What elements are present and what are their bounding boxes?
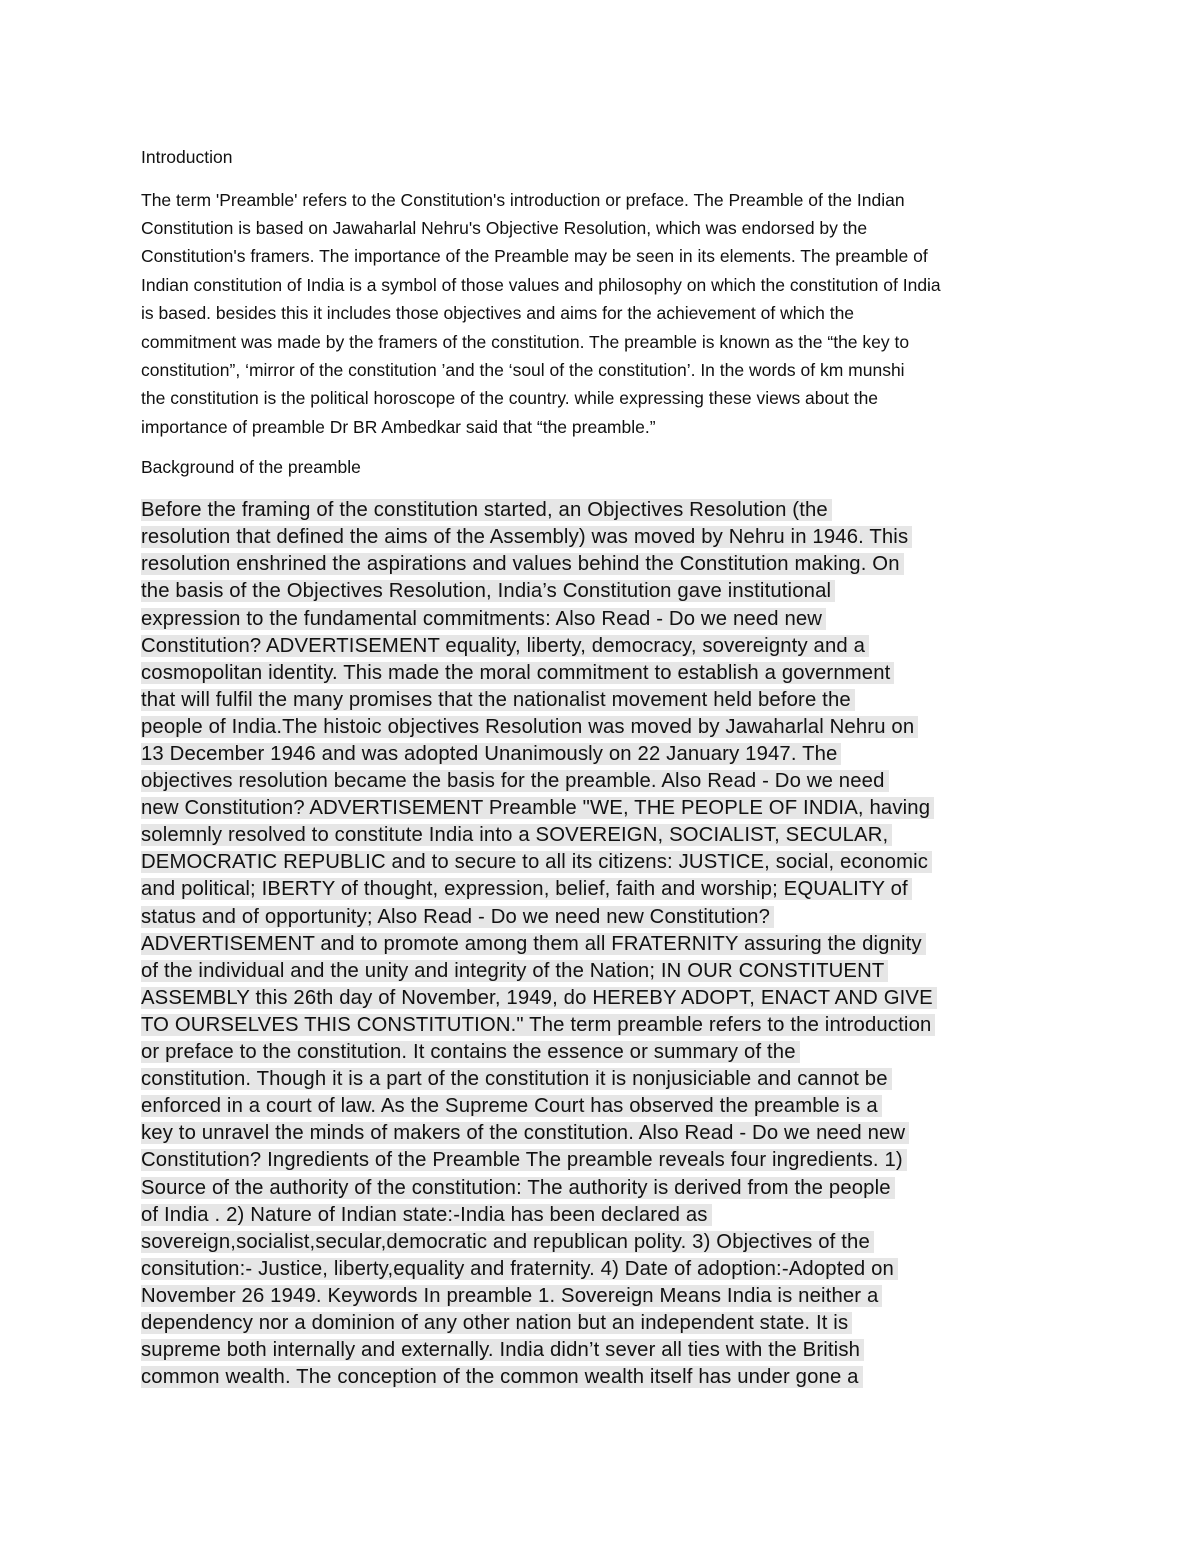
highlighted-line [141, 1364, 1066, 1391]
highlighted-text: ASSEMBLY this 26th day of November, 1949, do HEREBY ADOPT, ENACT AND GIVE [141, 987, 937, 1009]
highlighted-text: or preface to the constitution. It contains the essence or summary of the [141, 1041, 800, 1063]
highlighted-line [141, 1147, 1066, 1174]
section-heading-introduction: Introduction [141, 147, 233, 167]
highlighted-text: cosmopolitan identity. This made the moral commitment to establish a government [141, 662, 894, 684]
highlighted-text: 13 December 1946 and was adopted Unanimously on 22 January 1947. The [141, 743, 841, 765]
highlighted-line [141, 1256, 1066, 1283]
paragraph-line: importance of preamble Dr BR Ambedkar said that “the preamble.” [141, 416, 656, 437]
paragraph-line: The term 'Preamble' refers to the Constitution's introduction or preface. The Preamble of the Indian [141, 189, 905, 210]
highlighted-line [141, 524, 1066, 551]
highlighted-line [141, 768, 1066, 795]
highlighted-line [141, 985, 1066, 1012]
highlighted-text: objectives resolution became the basis for the preamble. Also Read - Do we need [141, 770, 889, 792]
highlighted-text: constitution. Though it is a part of the constitution it is nonjusiciable and cannot be [141, 1068, 892, 1090]
highlighted-line [141, 1066, 1066, 1093]
highlighted-text: solemnly resolved to constitute India into a SOVEREIGN, SOCIALIST, SECULAR, [141, 824, 892, 846]
highlighted-line [141, 1337, 1066, 1364]
highlighted-text: key to unravel the minds of makers of the constitution. Also Read - Do we need new [141, 1122, 909, 1144]
highlighted-text: resolution that defined the aims of the Assembly) was moved by Nehru in 1946. This [141, 526, 912, 548]
highlighted-line [141, 931, 1066, 958]
paragraph-line: the constitution is the political horoscope of the country. while expressing these views about the [141, 388, 879, 409]
highlighted-line [141, 795, 1066, 822]
highlighted-line [141, 904, 1066, 931]
document-body [141, 143, 1066, 1391]
highlighted-text: consitution:- Justice, liberty,equality and fraternity. 4) Date of adoption:-Adopted on [141, 1258, 898, 1280]
introduction-paragraph [141, 186, 1066, 442]
highlighted-line [141, 822, 1066, 849]
highlighted-text: ADVERTISEMENT and to promote among them all FRATERNITY assuring the dignity [141, 933, 926, 955]
highlighted-line [141, 606, 1066, 633]
highlighted-text: Before the framing of the constitution started, an Objectives Resolution (the [141, 499, 832, 521]
highlighted-text: of the individual and the unity and integrity of the Nation; IN OUR CONSTITUENT [141, 960, 888, 982]
highlighted-text: expression to the fundamental commitments: Also Read - Do we need new [141, 608, 826, 630]
highlighted-line [141, 497, 1066, 524]
highlighted-line [141, 1120, 1066, 1147]
highlighted-text: common wealth. The conception of the common wealth itself has under gone a [141, 1366, 863, 1388]
highlighted-text: dependency nor a dominion of any other nation but an independent state. It is [141, 1312, 852, 1334]
highlighted-line [141, 1229, 1066, 1256]
highlighted-line [141, 714, 1066, 741]
highlighted-line [141, 633, 1066, 660]
highlighted-text: people of India.The histoic objectives Resolution was moved by Jawaharlal Nehru on [141, 716, 918, 738]
highlighted-text: enforced in a court of law. As the Supreme Court has observed the preamble is a [141, 1095, 882, 1117]
highlighted-line [141, 1283, 1066, 1310]
highlighted-line [141, 741, 1066, 768]
highlighted-line [141, 1093, 1066, 1120]
highlighted-text: of India . 2) Nature of Indian state:-India has been declared as [141, 1204, 712, 1226]
highlighted-text: sovereign,socialist,secular,democratic and republican polity. 3) Objectives of the [141, 1231, 874, 1253]
highlighted-text: supreme both internally and externally. India didn’t sever all ties with the British [141, 1339, 864, 1361]
paragraph-line: Indian constitution of India is a symbol of those values and philosophy on which the constitution of India [141, 274, 941, 295]
highlighted-line [141, 876, 1066, 903]
highlighted-line [141, 958, 1066, 985]
highlighted-line [141, 1012, 1066, 1039]
highlighted-line [141, 687, 1066, 714]
paragraph-line: is based. besides this it includes those objectives and aims for the achievement of which the [141, 303, 855, 324]
highlighted-line [141, 1175, 1066, 1202]
background-paragraph-highlighted [141, 497, 1066, 1391]
highlighted-text: that will fulfil the many promises that the nationalist movement held before the [141, 689, 855, 711]
section-heading-background: Background of the preamble [141, 457, 361, 478]
paragraph-line: Constitution is based on Jawaharlal Nehru's Objective Resolution, which was endorsed by the [141, 217, 868, 238]
highlighted-line [141, 660, 1066, 687]
highlighted-line [141, 1039, 1066, 1066]
highlighted-text: status and of opportunity; Also Read - Do we need new Constitution? [141, 906, 774, 928]
highlighted-text: Constitution? Ingredients of the Preamble The preamble reveals four ingredients. 1) [141, 1149, 907, 1171]
highlighted-line [141, 849, 1066, 876]
highlighted-line [141, 551, 1066, 578]
paragraph-line: commitment was made by the framers of the constitution. The preamble is known as the “the key to [141, 331, 910, 352]
highlighted-text: Constitution? ADVERTISEMENT equality, liberty, democracy, sovereignty and a [141, 635, 869, 657]
highlighted-text: DEMOCRATIC REPUBLIC and to secure to all its citizens: JUSTICE, social, economic [141, 851, 932, 873]
highlighted-text: and political; IBERTY of thought, expression, belief, faith and worship; EQUALITY of [141, 878, 912, 900]
highlighted-text: November 26 1949. Keywords In preamble 1. Sovereign Means India is neither a [141, 1285, 882, 1307]
highlighted-text: new Constitution? ADVERTISEMENT Preamble "WE, THE PEOPLE OF INDIA, having [141, 797, 934, 819]
highlighted-line [141, 1310, 1066, 1337]
highlighted-text: the basis of the Objectives Resolution, India’s Constitution gave institutional [141, 580, 835, 602]
highlighted-text: Source of the authority of the constitution: The authority is derived from the people [141, 1177, 895, 1199]
highlighted-text: TO OURSELVES THIS CONSTITUTION." The term preamble refers to the introduction [141, 1014, 935, 1036]
paragraph-line: Constitution's framers. The importance of the Preamble may be seen in its elements. The preamble of [141, 246, 928, 267]
highlighted-line [141, 1202, 1066, 1229]
highlighted-line [141, 578, 1066, 605]
paragraph-line: constitution”, ‘mirror of the constitution ’and the ‘soul of the constitution’. In the words of km munshi [141, 359, 905, 380]
highlighted-text: resolution enshrined the aspirations and values behind the Constitution making. On [141, 553, 904, 575]
